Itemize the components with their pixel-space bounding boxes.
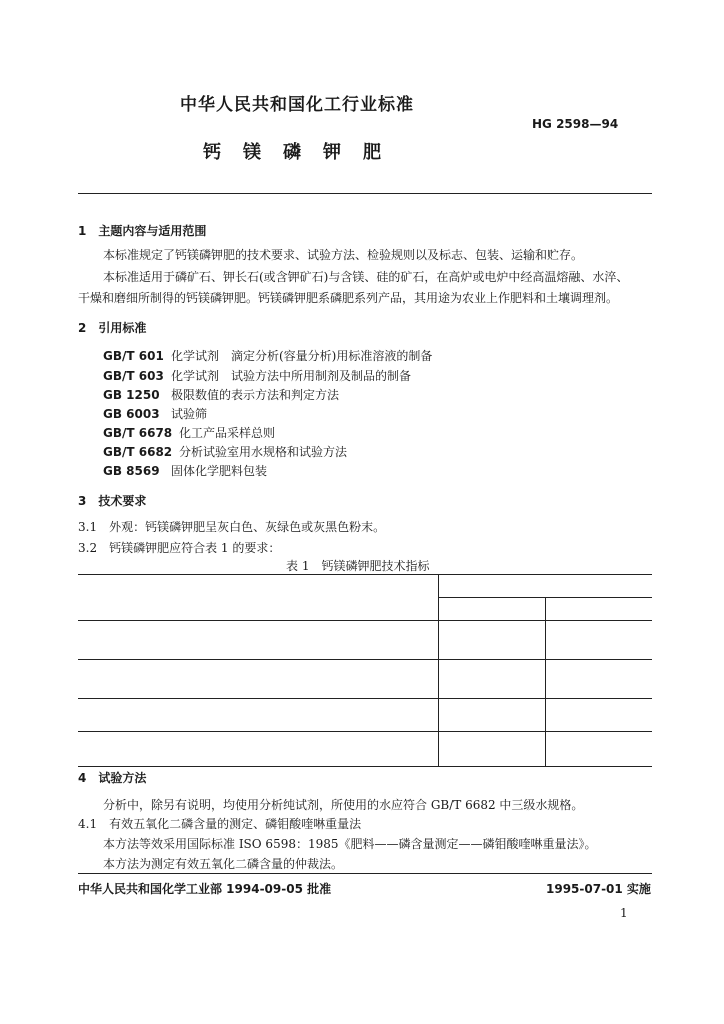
- footer-rule: [78, 873, 652, 874]
- reference-text: 化学试剂 试验方法中所用制剂及制品的制备: [171, 369, 412, 383]
- section-1-paragraph-2b: 干燥和磨细所制得的钙镁磷钾肥。钙镁磷钾肥系磷肥系列产品，其用途为农业上作肥料和土壤调理剂。: [78, 291, 619, 305]
- row-qualified-value: [545, 621, 652, 660]
- section-1-paragraph-1: 本标准规定了钙镁磷钾肥的技术要求、试验方法、检验规则以及标志、包装、运输和贮存。: [103, 248, 584, 262]
- reference-text: 固体化学肥料包装: [171, 464, 268, 478]
- section-1-paragraph-2a: 本标准适用于磷矿石、钾长石(或含钾矿石)与含镁、硅的矿石，在高炉或电炉中经高温熔融、水淬、: [103, 270, 629, 284]
- standard-code: HG 2598—94: [532, 117, 619, 131]
- row-operator: [408, 699, 438, 732]
- reference-item: [103, 424, 275, 441]
- reference-item: [103, 367, 411, 384]
- table-caption: 表 1 钙镁磷钾肥技术指标: [286, 559, 430, 573]
- clause-3-2: 3.2 钙镁磷钾肥应符合表 1 的要求：: [78, 541, 281, 555]
- section-4-heading: 4 试验方法: [78, 771, 147, 785]
- header-rule: [78, 193, 652, 194]
- reference-code: GB 1250: [103, 388, 160, 402]
- row-item: [78, 699, 408, 732]
- reference-code: GB 8569: [103, 464, 160, 478]
- row-item: [78, 660, 408, 699]
- document-title: 钙镁磷钾肥: [203, 142, 403, 163]
- page-number: 1: [620, 906, 628, 920]
- table-row: [78, 660, 652, 699]
- table-row: [78, 621, 652, 660]
- spec-table: [78, 574, 652, 767]
- row-operator: [408, 732, 438, 767]
- reference-text: 试验筛: [171, 407, 208, 421]
- reference-item: [103, 405, 207, 422]
- effective-date: 1995-07-01 实施: [546, 882, 651, 896]
- clause-3-1: 3.1 外观：钙镁磷钾肥呈灰白色、灰绿色或灰黑色粉末。: [78, 520, 386, 534]
- row-item: [78, 621, 408, 660]
- reference-item: [103, 462, 267, 479]
- issuing-organization: 中华人民共和国化工行业标准: [180, 95, 414, 115]
- reference-code: GB/T 6682: [103, 445, 173, 459]
- section-4-paragraph-2: 本方法等效采用国际标准 ISO 6598：1985《肥料——磷含量测定——磷钼酸喹啉重量法》。: [103, 837, 597, 851]
- row-first-class-value: [438, 660, 545, 699]
- table-header-row: [78, 575, 652, 598]
- section-4-paragraph-3: 本方法为测定有效五氧化二磷含量的仲裁法。: [103, 857, 344, 871]
- row-qualified-value: [545, 660, 652, 699]
- index-header: [438, 575, 652, 598]
- section-1-heading: 1 主题内容与适用范围: [78, 224, 207, 238]
- row-first-class-value: [438, 699, 545, 732]
- reference-text: 化工产品采样总则: [179, 426, 276, 440]
- reference-text: 化学试剂 滴定分析(容量分析)用标准溶液的制备: [171, 349, 433, 363]
- reference-item: [103, 443, 347, 460]
- reference-code: GB/T 603: [103, 369, 164, 383]
- reference-text: 极限数值的表示方法和判定方法: [171, 388, 340, 402]
- row-first-class-value: [438, 621, 545, 660]
- approval-line: 中华人民共和国化学工业部 1994-09-05 批准: [78, 882, 332, 896]
- section-4-paragraph-1: 分析中，除另有说明，均使用分析纯试剂，所使用的水应符合 GB/T 6682 中三级水规格。: [103, 798, 584, 812]
- row-operator: [408, 621, 438, 660]
- row-qualified-value: [545, 699, 652, 732]
- row-operator: [408, 660, 438, 699]
- table-row: [78, 699, 652, 732]
- reference-code: GB 6003: [103, 407, 160, 421]
- section-3-heading: 3 技术要求: [78, 494, 147, 508]
- row-first-class-value: [438, 732, 545, 767]
- reference-item: [103, 347, 432, 364]
- reference-code: GB/T 601: [103, 349, 164, 363]
- reference-text: 分析试验室用水规格和试验方法: [179, 445, 348, 459]
- clause-4-1: 4.1 有效五氧化二磷含量的测定、磷钼酸喹啉重量法: [78, 817, 362, 831]
- item-header: [78, 575, 438, 621]
- grade-qualified-header: [545, 598, 652, 621]
- row-item: [78, 732, 408, 767]
- reference-item: [103, 386, 339, 403]
- table-row: [78, 732, 652, 767]
- row-qualified-value: [545, 732, 652, 767]
- section-2-heading: 2 引用标准: [78, 321, 147, 335]
- grade-first-class-header: [438, 598, 545, 621]
- reference-code: GB/T 6678: [103, 426, 173, 440]
